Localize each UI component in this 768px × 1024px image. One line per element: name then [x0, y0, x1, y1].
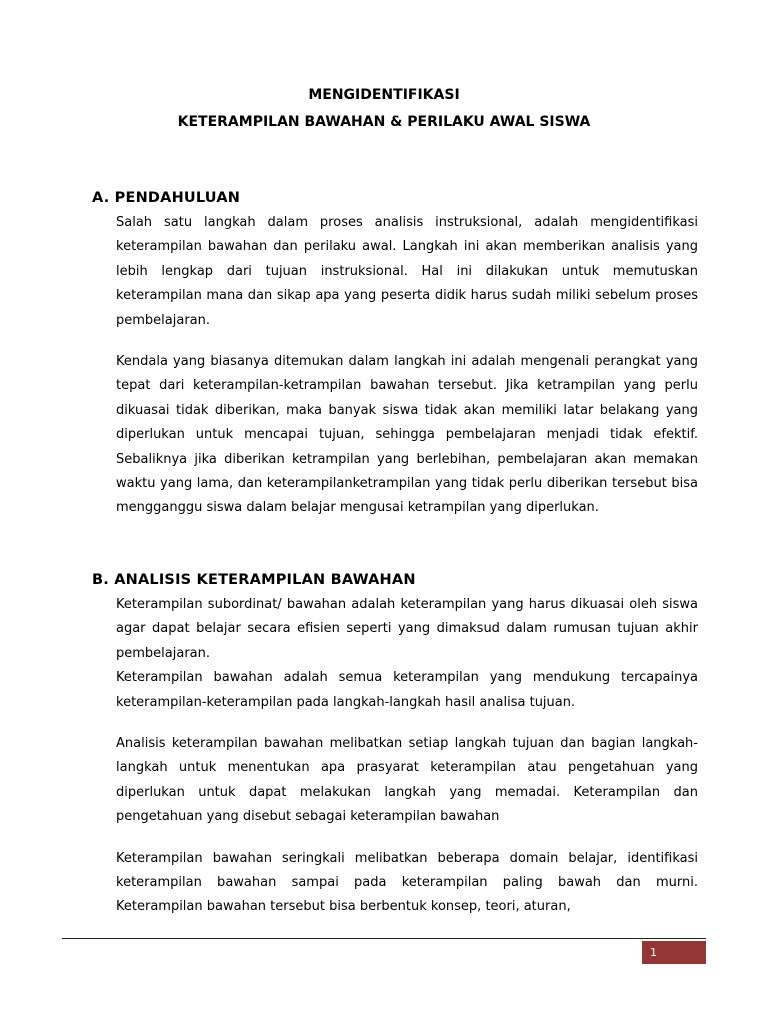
paragraph: Salah satu langkah dalam proses analisis instruksional, adalah mengidentifikasi keterampilan bawahan dan perilaku awal. Langkah ini akan memberikan analisis yang lebih lengkap dari tujuan instruksional. Hal ini dilakukan untuk memutuskan keterampilan mana dan sikap apa yang peserta didik harus sudah miliki sebelum proses pembelajaran. [116, 215, 698, 328]
section-b-body [116, 593, 698, 920]
paragraph: Keterampilan bawahan adalah semua keterampilan yang mendukung tercapainya keterampilan-keterampilan pada langkah-langkah hasil analisa tujuan. [116, 670, 698, 710]
paragraph: Analisis keterampilan bawahan melibatkan setiap langkah tujuan dan bagian langkah-langkah untuk menentukan apa prasyarat keterampilan atau pengetahuan yang diperlukan untuk dapat melakukan langkah yang memadai. Keterampilan dan pengetahuan yang disebut sebagai keterampilan bawahan [116, 736, 698, 825]
document-title [0, 86, 768, 131]
paragraph: Kendala yang biasanya ditemukan dalam langkah ini adalah mengenali perangkat yang tepat dari keterampilan-ketrampilan bawahan tersebut. Jika ketrampilan yang perlu dikuasai tidak diberikan, maka banyak siswa tidak akan memiliki latar belakang yang diperlukan untuk mencapai tujuan, sehingga pembelajaran menjadi tidak efektif. Sebaliknya jika diberikan ketrampilan yang berlebihan, pembelajaran akan memakan waktu yang lama, dan keterampilanketrampilan yang tidak perlu diberikan tersebut bisa mengganggu siswa dalam belajar mengusai ketrampilan yang diperlukan. [116, 354, 698, 516]
section-pendahuluan [92, 188, 698, 521]
title-line-1: MENGIDENTIFIKASI [308, 87, 460, 103]
section-analisis-keterampilan-bawahan [92, 570, 698, 920]
title-line-2: KETERAMPILAN BAWAHAN & PERILAKU AWAL SISWA [177, 114, 591, 130]
section-heading-a: A. PENDAHULUAN [92, 190, 241, 206]
section-heading-b: B. ANALISIS KETERAMPILAN BAWAHAN [92, 572, 416, 588]
paragraph: Keterampilan subordinat/ bawahan adalah keterampilan yang harus dikuasai oleh siswa agar dapat belajar secara efisien seperti yang dimaksud dalam rumusan tujuan akhir pembelajaran. [116, 597, 698, 661]
paragraph: Keterampilan bawahan seringkali melibatkan beberapa domain belajar, identifikasi keterampilan bawahan sampai pada keterampilan paling bawah dan murni. Keterampilan bawahan tersebut bisa berbentuk konsep, teori, aturan, [116, 850, 698, 915]
footer-divider [62, 938, 706, 939]
section-a-body [116, 211, 698, 521]
page-number-badge: 1 [642, 941, 706, 964]
